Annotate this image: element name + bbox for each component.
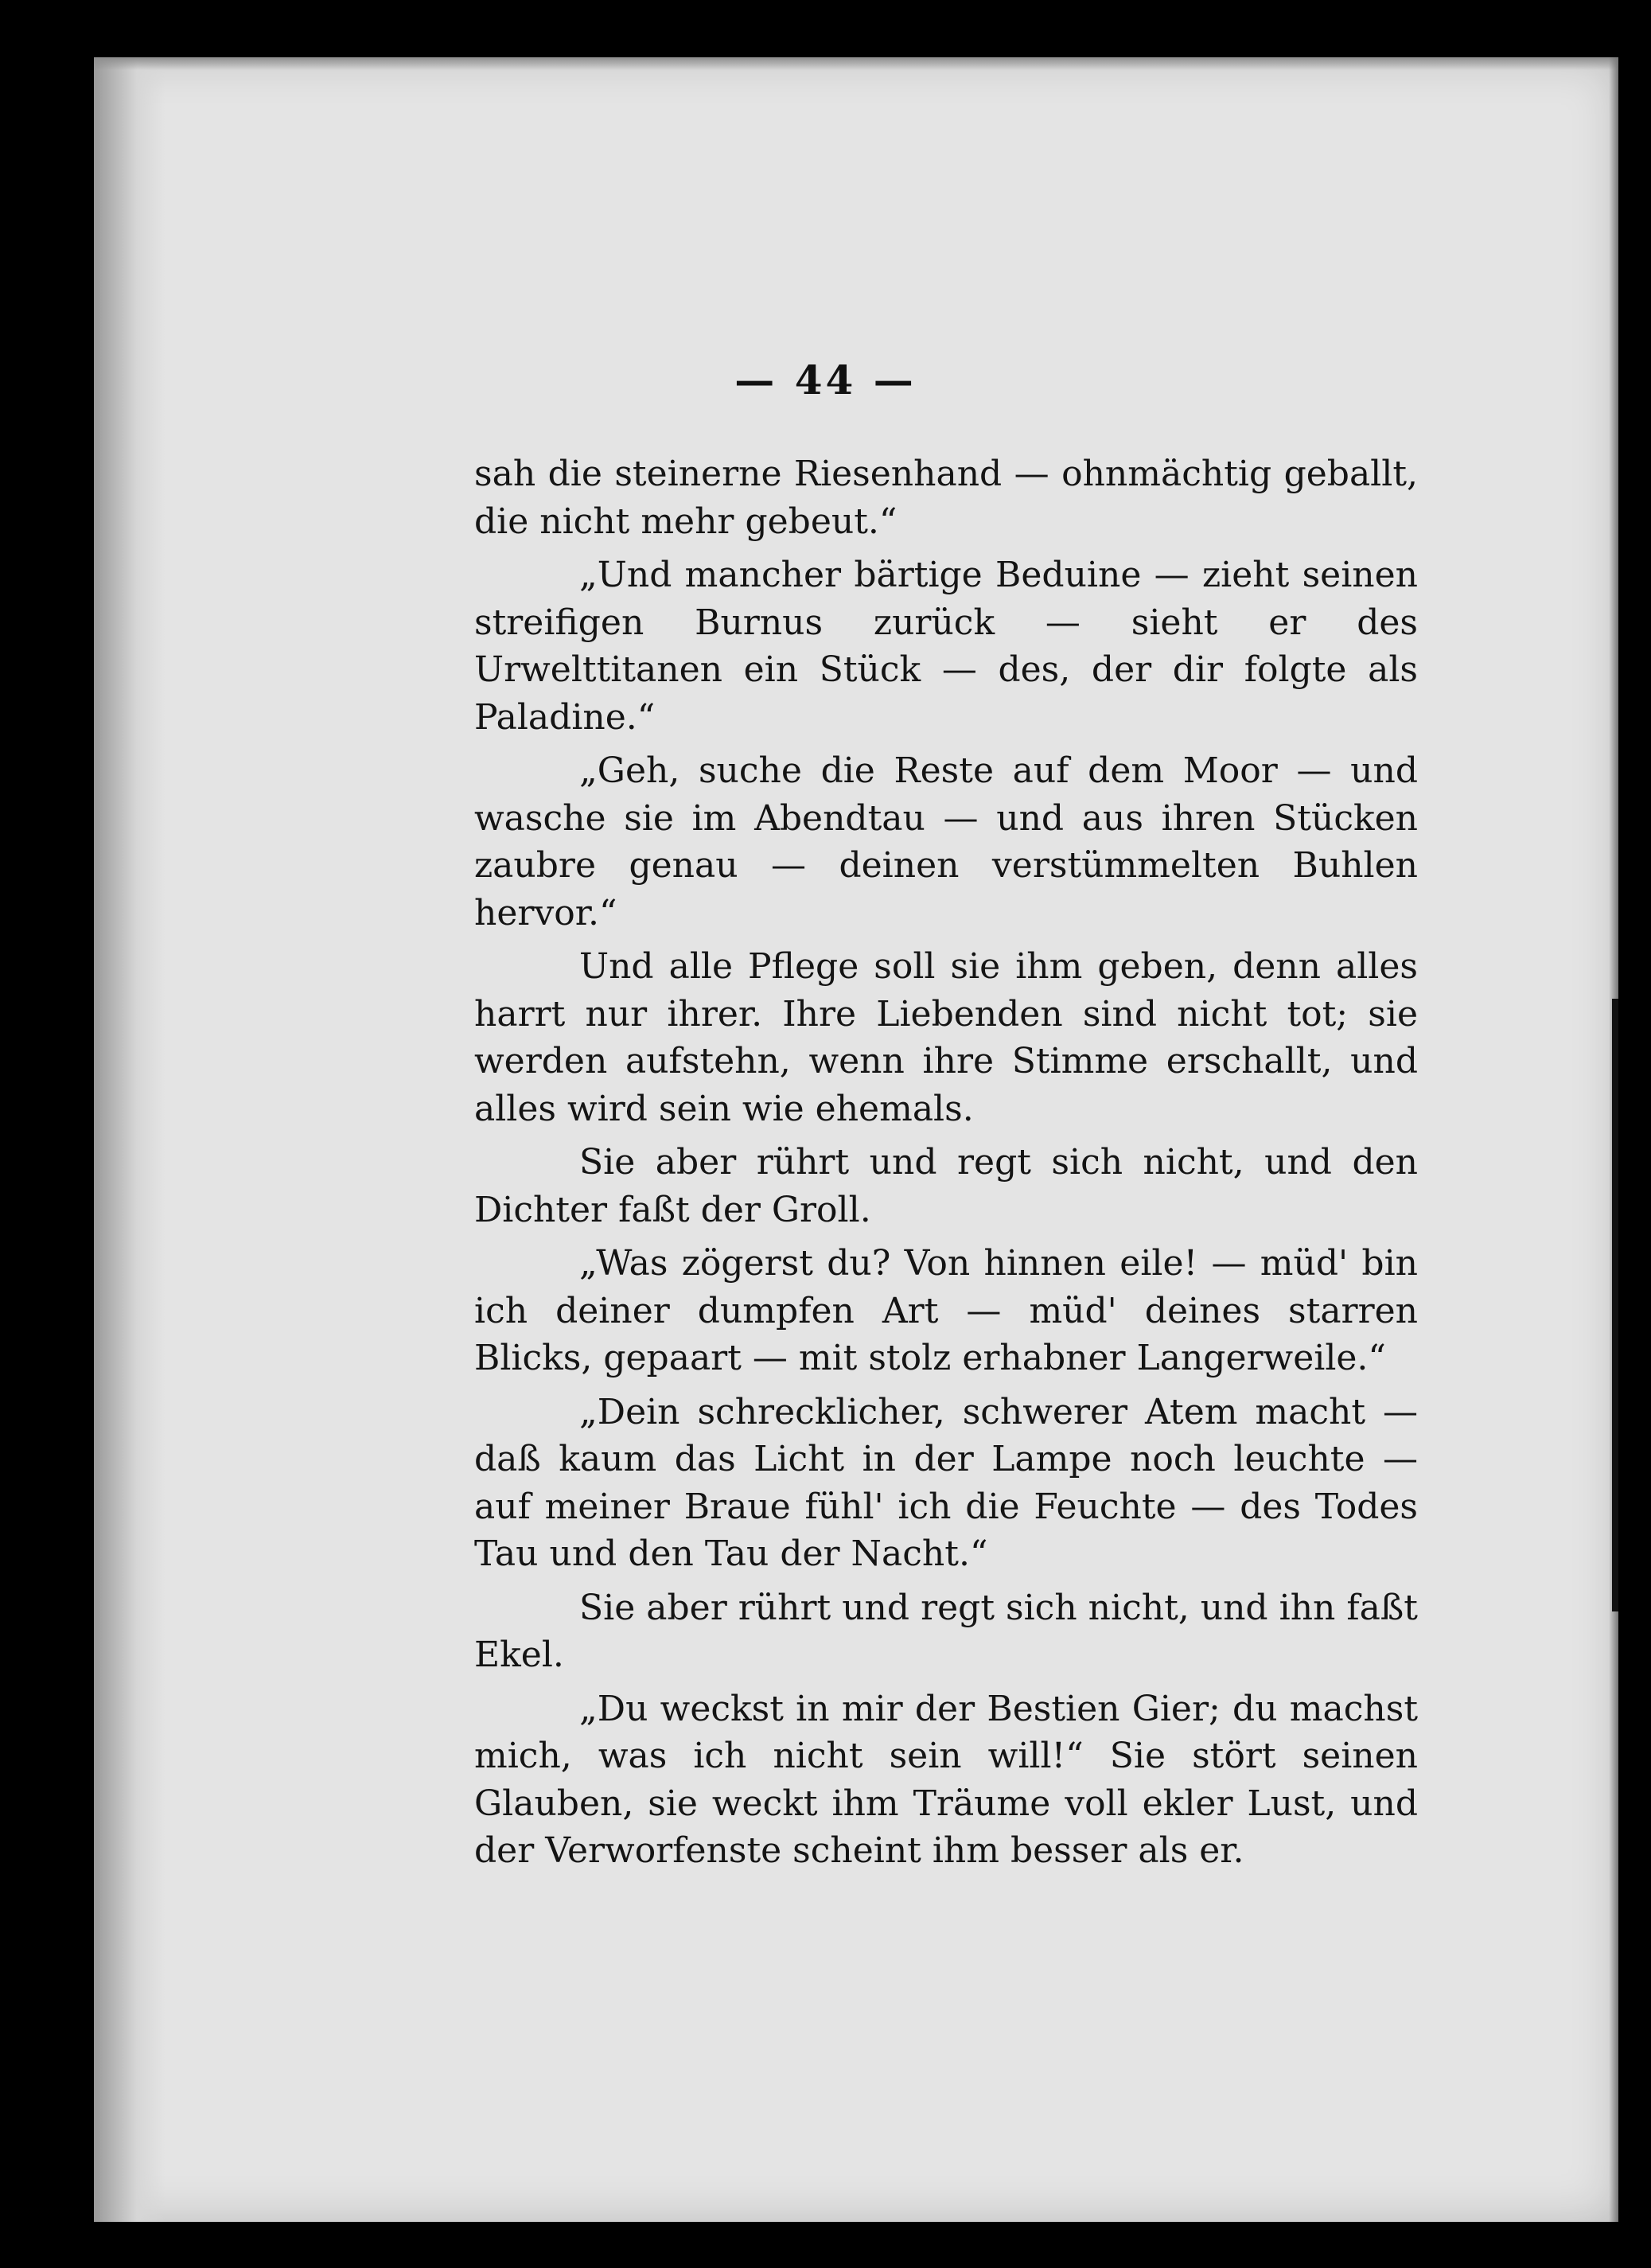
paragraph: „Und mancher bärtige Beduine — zieht seinen streifigen Burnus zurück — sieht er des Urwelttitanen ein Stück — des, der dir folgte als Paladine.“	[474, 555, 1418, 738]
scan-edge-mark	[1612, 999, 1618, 1611]
paragraph: „Geh, suche die Reste auf dem Moor — und wasche sie im Abendtau — und aus ihren Stücken zaubre genau — deinen verstümmelten Buhlen hervor.“	[474, 750, 1418, 933]
paragraph: Und alle Pflege soll sie ihm geben, denn alles harrt nur ihrer. Ihre Liebenden sind nicht tot; sie werden aufstehn, wenn ihre Stimme erschallt, und alles wird sein wie ehemals.	[474, 946, 1418, 1129]
paragraph: sah die steinerne Riesenhand — ohnmächtig geballt, die nicht mehr gebeut.“	[474, 454, 1418, 542]
paragraph: „Du weckst in mir der Bestien Gier; du machst mich, was ich nicht sein will!“ Sie stört seinen Glauben, sie weckt ihm Träume voll ekler Lust, und der Verworfenste scheint ihm besser als er.	[474, 1688, 1418, 1871]
paragraph: Sie aber rührt und regt sich nicht, und den Dichter faßt der Groll.	[474, 1142, 1418, 1230]
paragraph: „Dein schrecklicher, schwerer Atem macht — daß kaum das Licht in der Lampe noch leuchte — auf meiner Braue fühl' ich die Feuchte — des Todes Tau und den Tau der Nacht.“	[474, 1391, 1418, 1574]
paragraph: „Was zögerst du? Von hinnen eile! — müd' bin ich deiner dumpfen Art — müd' deines starren Blicks, gepaart — mit stolz erhabner Langerweile.“	[474, 1243, 1418, 1378]
body-text	[474, 450, 1418, 1881]
paragraph: Sie aber rührt und regt sich nicht, und ihn faßt Ekel.	[474, 1587, 1418, 1675]
page-number: — 44 —	[734, 357, 917, 403]
page-top-edge	[94, 57, 1618, 70]
